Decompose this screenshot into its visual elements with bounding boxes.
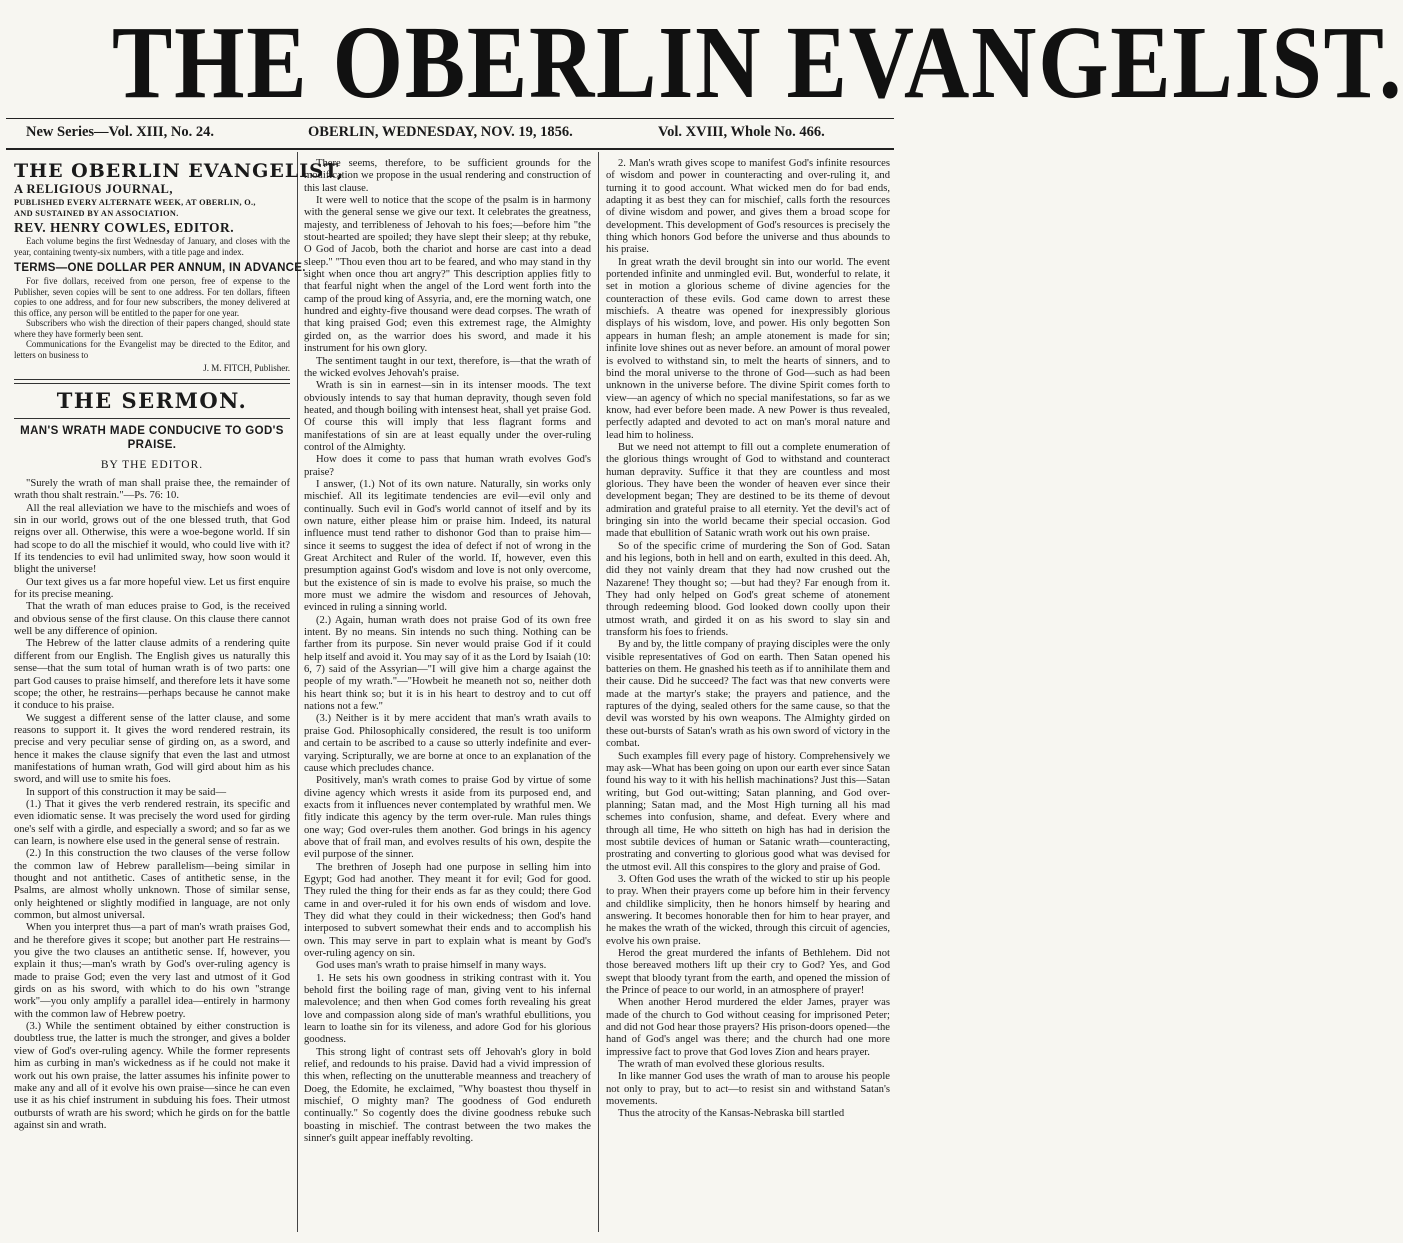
subscribers-note: Subscribers who wish the direction of their papers changed, should state where they have formerly been sent. (14, 318, 290, 339)
paragraph: The wrath of man evolved these glorious results. (618, 1059, 825, 1071)
paragraph: The sentiment taught in our text, therefore, is—that the wrath of the wicked evolves Jehovah's praise. (304, 355, 591, 379)
paragraph: (1.) That it gives the verb rendered restrain, its specific and even idiomatic sense. It was precisely the word used for girding one's self with a girdle, and especially a sword; and so far as we can learn, is nowhere else used in the general sense of restrain. (14, 798, 290, 847)
volume-note: Each volume begins the first Wednesday of January, and closes with the year, containing twenty-six numbers, with a title page and index. (14, 236, 290, 257)
paragraph: (3.) While the sentiment obtained by either construction is doubtless true, the latter is much the stronger, and gives a bolder view of God's over-ruling agency. While the former represents him as curbing in man's wickedness as if he could not make it work out his own praise, the latter assumes his infinite power to make any and all of it evolve his own praise—since he can even use it as his chief instrument in subduing his foes. Their utmost outbursts of wrath are his sword; which he girds on for the battle against sin and wrath. (14, 1021, 290, 1131)
paragraph: The brethren of Joseph had one purpose in selling him into Egypt; God had another. They meant it for evil; God for good. They ruled the thing for their ends as far as they could; there God came in and over-ruled it for his own ends of wisdom and love. They did what they could in their wickedness; then God's hand interposed to subvert somewhat their ends and to accomplish his own. This may serve in part to explain what is meant by God's over-ruling agency on sin. (304, 861, 591, 959)
paragraph: Wrath is sin in earnest—sin in its intenser moods. The text obviously intends to say that human depravity, though seven fold heated, and though boiling with intensest heat, shall yet praise God. Of course this will imply that less flagrant forms and manifestations of sin are at least equally under the over-ruling control of the Almighty. (304, 380, 591, 453)
paragraph: (3.) Neither is it by mere accident that man's wrath avails to praise God. Philosophically considered, the result is too uniform and certain to be ascribed to a cause so utterly indefinite and ever-varying. Scripturally, we are borne at once to an explanation of the cause which precludes chance. (304, 713, 591, 774)
series-number: New Series—Vol. XIII, No. 24. (26, 124, 214, 140)
paragraph: That the wrath of man educes praise to God, is the received and obvious sense of the first clause. On this clause there cannot well be any difference of opinion. (14, 601, 290, 638)
paragraph: This strong light of contrast sets off Jehovah's glory in bold relief, and redounds to his praise. David had a vivid impression of this when, reflecting on the unutterable meanness and treachery of Doeg, the Edomite, he exclaimed, "Why boastest thou thyself in mischief, O mighty man? The goodness of God endureth continually." So cogently does the divine goodness rebuke such boasting in mischief. The contrast between the two makes the sinner's guilt appear ineffably revolting. (304, 1046, 591, 1145)
paragraph: By and by, the little company of praying disciples were the only visible representatives of God on earth. Then Satan opened his batteries on them. He gnashed his teeth as if to annihilate them and their cause. Did he succeed? The fact was that new converts were made at the martyr's stake; the prayers and patience, and the raptures of the dying, sealed others for the same cause, so that the devil was worsted by his own weapons. The Almighty girded on these out-bursts of Satan's wrath as his own sword of victory in the combat. (606, 639, 890, 750)
paragraph: (2.) In this construction the two clauses of the verse follow the common law of Hebrew parallelism—being similar in thought and not antithetic. Cases of antithetic sense, in the Psalms, are almost wholly unknown. Those of similar sense, only heightened or slightly modified in language, are not only common, but almost universal. (14, 848, 290, 922)
paragraph: When another Herod murdered the elder James, prayer was made of the church to God without ceasing for imprisoned Peter; and did not God hear those prayers? His prison-doors opened—the hand of God's angel was there; and the church had one more impressive fact to prove that God loves Zion and hears prayer. (606, 997, 890, 1058)
paragraph: Positively, man's wrath comes to praise God by virtue of some divine agency which wrests it aside from its purposed end, and exacts from it influences never contemplated by wrathful men. We fitly indicate this agency by the term over-rule. Man rules things one way; God over-rules them another. God brings in his agency above that of frail man, and evolves results of his own, despite the evil purpose of the sinner. (304, 775, 591, 861)
communications-note: Communications for the Evangelist may be directed to the Editor, and letters on business to (14, 339, 290, 360)
epigraph: "Surely the wrath of man shall praise thee, the remainder of wrath thou shalt restrain."—Ps. 76: 10. (14, 478, 290, 502)
paragraph: I answer, (1.) Not of its own nature. Naturally, sin works only mischief. All its legitimate tendencies are evil—evil only and continually. Such evil in God's world cannot of itself and by its own nature, either please him or praise him. Indeed, its natural influence must tend rather to dishonor God than to praise him—since it seems to suggest the idea of defect if not of wrong in the Great Architect and Ruler of the world. If, however, even this presumption against God's wisdom and love is not only overcome, but the existence of sin is made to evolve his praise, so much the more must we admire the wisdom and resources of Jehovah, evinced in ruling a sinning world. (304, 478, 591, 614)
dateline-rule (6, 148, 894, 150)
paragraph: Our text gives us a far more hopeful view. Let us first enquire for its precise meaning. (14, 576, 290, 601)
column-2 (304, 158, 591, 1236)
paragraph: God uses man's wrath to praise himself in many ways. (316, 960, 547, 972)
place-date: OBERLIN, WEDNESDAY, NOV. 19, 1856. (308, 124, 573, 140)
paragraph: (2.) Again, human wrath does not praise God of its own free intent. By no means. Sin intends no such thing. Nothing can be farther from its purpose. Sin never would praise God if it could help itself and avoid it. You may say of it as the Lord by Isaiah (10: 6, 7) said of the Assyrian—"I will give him a charge against the people of my wrath."—"Howbeit he meaneth not so, neither doth his heart think so; but it is in his heart to destroy and to cut off nations not a few." (304, 614, 591, 713)
terms-heading: TERMS—ONE DOLLAR PER ANNUM, IN ADVANCE. (14, 262, 306, 274)
paragraph: All the real alleviation we have to the mischiefs and woes of sin in our world, grows out of the one blessed truth, that God reigns over all. Otherwise, this were a woe-begone world. If sin had scope to do all the mischief it would, who could live with it? If its tendencies to evil had unlimited sway, how soon would it blight the universe! (14, 502, 290, 576)
published-line: PUBLISHED EVERY ALTERNATE WEEK, AT OBERLIN, O., (14, 198, 256, 207)
sustained-line: AND SUSTAINED BY AN ASSOCIATION. (14, 209, 179, 218)
paragraph: In support of this construction it may be said— (26, 786, 227, 798)
paragraph: We suggest a different sense of the latter clause, and some reasons to support it. It gives the word rendered restrain, its precise and very peculiar sense of girding on, as a sword, and hence it makes the clause signify that even the last and utmost manifestations of human wrath, God will gird about him as his sword, and will use to smite his foes. (14, 712, 290, 786)
column-divider-1 (297, 152, 298, 1232)
column-1 (14, 158, 345, 1236)
paragraph: 3. Often God uses the wrath of the wicked to stir up his people to pray. When their prayers come up before him in their fervency and childlike simplicity, then he honors himself by hearing and answering. It becomes honorable then for him to hear prayer, and he makes the wrath of the wicked, through this circuit of agencies, evolve his own praise. (606, 873, 890, 947)
sermon-byline: BY THE EDITOR. (100, 459, 204, 471)
paper-subtitle: A RELIGIOUS JOURNAL, (14, 182, 173, 196)
section-rule (14, 379, 290, 384)
paragraph: Thus the atrocity of the Kansas-Nebraska bill startled (618, 1108, 845, 1120)
paragraph: How does it come to pass that human wrath evolves God's praise? (304, 454, 591, 478)
paragraph: In great wrath the devil brought sin into our world. The event portended infinite and unmingled evil. But, wonderful to relate, it set in motion a glorious scheme of divine agencies for the counteraction of these evils. God came down to arrest these mischiefs. A theatre was opened for inexpressibly glorious displays of his wisdom, love, and power. His only begotten Son appears in human flesh; an ample atonement is made for sin; infinite love shines out as never before. an amount of moral power is evolved to withstand sin, to melt the hearts of sinners, and to bind the moral universe to the throne of God—such as had been unknown in the universe before. The divine Spirit comes forth to view—an agency of which no special manifestations, so far as we know, had ever before been made. A new Power is thus revealed, perfectly adapted and devoted to act on man's moral nature and lead him to holiness. (606, 256, 890, 441)
paragraph: Such examples fill every page of history. Comprehensively we may ask—What has been going on upon our earth ever since Satan found his way to it with his hellish machinations? Just this—Satan writing, but God out-witting; Satan planning, and God over-planning; Satan mad, and the Most High turning all his mad schemes into confusion, shame, and defeat. Every where and through all time, He who sitteth on high has had in derision the most subtile devices of human or Satanic wrath—counteracting, prostrating and converting to glorious good what was devised for the utmost evil. All this conspires to the glory and praise of God. (606, 750, 890, 873)
paragraph: It were well to notice that the scope of the psalm is in harmony with the general sense we give our text. It celebrates the greatness, majesty, and terribleness of Jehovah to his foes;—before him "the stout-hearted are spoiled; they have slept their sleep; at thy rebuke, O God of Jacob, both the chariot and horse are cast into a dead sleep." "Thou even thou art to be feared, and who may stand in thy sight when once thou art angry?" This description applies fitly to that fearful night when the angel of the Lord went forth into the camp of the proud king of Assyria, and, ere the morning watch, one hundred and eighty-five thousand were dead corpses. The wrath of that king praised God; even this extremest rage, the Almighty girded on, as the warrior does his sword, and made it his instrument for his own glory. (304, 195, 591, 355)
paragraph: 2. Man's wrath gives scope to manifest God's infinite resources of wisdom and power in counteracting and over-ruling it, and turning it to good account. What wicked men do for bad ends, adapting it as best they can for mischief, calls forth the resources of divine wisdom and power, and gives them a broad scope for development. This development of God's resources is precisely the thing which honors God before the universe and thus abounds to his praise. (606, 158, 890, 256)
paragraph: When you interpret thus—a part of man's wrath praises God, and he therefore gives it scope; but another part He restrains—you give the two clauses an antithetic sense. If, however, you explain it thus;—man's wrath by God's over-ruling agency is made to praise God; even the very last and utmost of it God girds on as his sword, with which to do his own "strange work"—you only amplify a parallel idea—entirely in harmony with the common law of Hebrew poetry. (14, 922, 290, 1020)
masthead-rule (6, 118, 894, 119)
paragraph: Herod the great murdered the infants of Bethlehem. Did not those bereaved mothers lift up their cry to God? Yes, and God swept that bloody tyrant from the earth, and opened the mission of the Prince of peace to our world, in an atmosphere of prayer! (606, 948, 890, 997)
paragraph: There seems, therefore, to be sufficient grounds for the modification we propose in the usual rendering and construction of this last clause. (304, 158, 591, 194)
column-divider-2 (598, 152, 599, 1232)
paragraph: But we need not attempt to fill out a complete enumeration of the glorious things wrought of God to withstand and counteract human depravity. Suffice it that they are countless and most glorious. They have been the wonder of heaven ever since their development began; They are destined to be its theme of devout admiration and grateful praise to all eternity. Yet the devil's act of bringing sin into the world became their special occasion. God made that ebullition of Satanic wrath work out his own praise. (606, 441, 890, 540)
sermon-headline: MAN'S WRATH MADE CONDUCIVE TO GOD'S PRAISE. (20, 425, 284, 451)
editor-name: REV. HENRY COWLES, EDITOR. (14, 220, 235, 235)
paragraph: The Hebrew of the latter clause admits of a rendering quite different from our English. The English gives us naturally this sense—that the sum total of human wrath is of two parts: one part God causes to praise himself, and therefore lets it have some scope; the other, he restrains—perhaps because he cannot make it conduce to his praise. (14, 638, 290, 712)
paragraph: In like manner God uses the wrath of man to arouse his people not only to pray, but to act—to resist sin and withstand Satan's movements. (606, 1071, 890, 1108)
paragraph: 1. He sets his own goodness in striking contrast with it. You behold first the boiling rage of man, giving vent to his infernal malevolence; and then when God comes forth revealing his great love and compassion along side of man's wrathful ebullitions, you learn to loathe sin for its vileness, and adore God for his glorious goodness. (304, 972, 591, 1046)
paragraph: So of the specific crime of murdering the Son of God. Satan and his legions, both in hell and on earth, exulted in this deed. Ah, did they not vainly dream that they had now crushed out the Nazarene! They thought so; —but had they? Far enough from it. They had only helped on God's great scheme of atonement through redeeming blood. God looked down coolly upon their utmost wrath, and girded it on as his sword to slay sin and transform his foes to friends. (606, 540, 890, 639)
masthead-title: THE OBERLIN EVANGELIST. (112, 5, 1403, 120)
publisher-name: J. M. FITCH, Publisher. (203, 363, 290, 373)
paper-title: THE OBERLIN EVANGELIST, (14, 160, 345, 182)
sermon-rule (14, 418, 290, 419)
column-3 (606, 158, 890, 1236)
terms-note: For five dollars, received from one person, free of expense to the Publisher, seven copies will be sent to one address. For ten dollars, fifteen copies to one address, and for four new subscribers, the money delivered at this office, any person will be entitled to the paper for one year. (14, 276, 290, 318)
sermon-heading: THE SERMON. (56, 388, 248, 413)
volume-number: Vol. XVIII, Whole No. 466. (658, 124, 825, 140)
